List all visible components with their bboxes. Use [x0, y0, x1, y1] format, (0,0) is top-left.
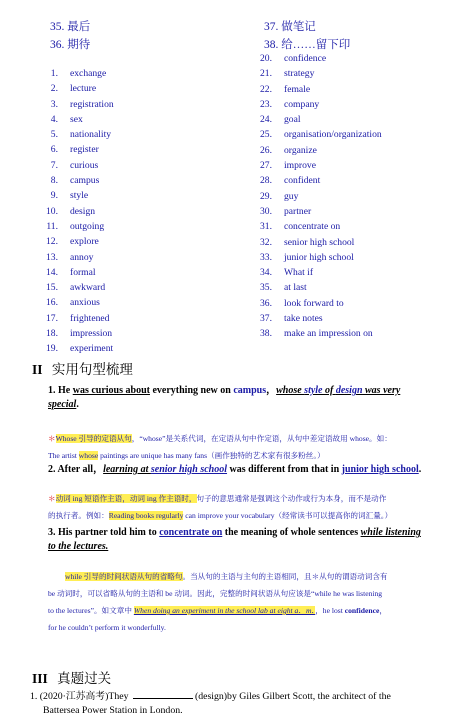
word-text: outgoing [70, 220, 105, 232]
word-number: 30. [260, 205, 272, 217]
left-word-item [38, 265, 114, 280]
word-number: 14. [46, 266, 58, 278]
word-text: experiment [70, 343, 114, 355]
note-2-text: 句子的意思通常是强调这个动作或行为本身，而不是动作 [196, 494, 387, 503]
note-1-example-highlight: whose [78, 451, 99, 460]
word-number: 12. [46, 236, 58, 248]
word-number: 2. [50, 83, 58, 95]
right-word-item [252, 173, 382, 188]
question-1-start: 1. (2020·江苏高考)They [30, 691, 131, 702]
left-word-item [38, 204, 114, 219]
note-1-star: ＊ [48, 434, 56, 443]
word-text: sex [70, 113, 83, 125]
word-text: senior high school [284, 236, 355, 248]
word-number: 23. [260, 98, 272, 110]
word-text: exchange [70, 68, 107, 79]
word-text: registration [70, 98, 114, 110]
note-2 [48, 490, 448, 524]
note-2-example-highlight: Reading books regularly [108, 511, 184, 520]
left-word-list [38, 66, 114, 357]
right-word-item [252, 250, 382, 265]
question-1-line-2: Battersea Power Station in London. [43, 705, 183, 716]
word-text: campus [70, 175, 100, 187]
note-1-example-end: paintings are unique has many fans（画作独特的艺术家有很多粉丝。） [98, 451, 325, 460]
word-number: 3. [50, 98, 58, 110]
s3-part-b: concentrate on [159, 527, 223, 538]
note-3-text-5: for he couldn’t perform it wonderfully. [48, 623, 166, 632]
note-3-example-highlight: When doing an experiment in the school lab at eight a．m． [133, 606, 316, 615]
note-2-example-start: 的执行者。例如： [48, 511, 109, 520]
word-number: 32. [260, 236, 272, 248]
right-word-item [252, 82, 382, 97]
s2-part-f: . [418, 464, 422, 475]
note-3 [48, 568, 448, 636]
word-number: 26. [260, 144, 272, 156]
s3-part-d: while listening [360, 527, 421, 538]
left-word-item [38, 341, 114, 356]
word-number: 17. [46, 312, 58, 324]
word-number: 33. [260, 251, 272, 263]
word-number: 9. [50, 190, 58, 202]
section-3-heading [32, 667, 111, 687]
word-number: 36. [260, 297, 272, 309]
word-text: explore [70, 236, 99, 248]
right-word-item [252, 326, 382, 341]
s1-part-f: whose style of design was very [276, 385, 401, 396]
word-text: guy [284, 190, 299, 202]
word-text: design [70, 205, 96, 217]
right-word-item [252, 189, 382, 204]
right-word-item [252, 296, 382, 311]
word-number: 13. [46, 251, 58, 263]
word-number: 31. [260, 221, 272, 233]
note-1-example-start: The artist [48, 451, 79, 460]
s2-part-c: senior high school [150, 464, 228, 475]
section-2-heading [32, 358, 133, 378]
s1-part-c: everything new on [149, 385, 234, 396]
word-number: 4. [50, 113, 58, 125]
word-number: 7. [50, 159, 58, 171]
right-word-item [252, 158, 382, 173]
word-text: goal [284, 114, 301, 126]
sentence-2 [48, 463, 448, 477]
left-word-item [38, 66, 114, 81]
note-2-highlight: 动词 ing 短语作主语，动词 ing 作主语时， [55, 494, 197, 503]
right-word-item [252, 112, 382, 127]
left-word-item [38, 311, 114, 326]
word-text: make an impression on [284, 328, 373, 340]
section-2-title: 实用句型梳理 [51, 362, 133, 377]
word-number: 28. [260, 175, 272, 187]
word-text: look forward to [284, 297, 344, 309]
s2-part-d: was different from that in [227, 464, 342, 475]
s1-part-a: 1. He [48, 385, 73, 396]
left-word-item [38, 97, 114, 112]
note-3-text-4: ，he lost [315, 606, 345, 615]
word-text: annoy [70, 251, 94, 263]
right-word-item [252, 219, 382, 234]
word-text: awkward [70, 282, 106, 294]
note-3-highlight: while 引导的时间状语从句的省略句 [65, 572, 183, 581]
s3-part-c: the meaning of whole sentences [222, 527, 361, 538]
left-word-item [38, 112, 114, 127]
word-text: organisation/organization [284, 129, 382, 141]
s3-part-a: 3. His partner told him to [48, 527, 160, 538]
word-text: formal [70, 266, 96, 278]
word-text: female [284, 83, 311, 95]
word-text: confidence [284, 53, 327, 64]
word-number: 24. [260, 114, 272, 126]
left-word-item [38, 234, 114, 249]
s1-part-d: campus [233, 385, 267, 396]
word-number: 29. [260, 190, 272, 202]
left-word-item [38, 295, 114, 310]
heading-38: 38. 给……留下印 [264, 39, 351, 51]
word-number: 34. [260, 267, 272, 279]
word-text: strategy [284, 68, 315, 80]
question-1-blank[interactable] [133, 690, 193, 699]
word-text: take notes [284, 313, 323, 325]
heading-35: 35. 最后 [50, 21, 91, 33]
word-number: 11. [46, 220, 58, 232]
left-word-item [38, 280, 114, 295]
right-word-item [252, 265, 382, 280]
word-number: 10. [46, 205, 58, 217]
note-3-comma: ， [379, 606, 387, 615]
s1-part-h: . [76, 399, 79, 410]
heading-37: 37. 做笔记 [264, 21, 316, 33]
word-text: confident [284, 175, 321, 187]
word-text: register [70, 144, 99, 156]
word-number: 16. [46, 297, 58, 309]
word-text: anxious [70, 297, 100, 309]
left-word-item [38, 127, 114, 142]
heading-36: 36. 期待 [50, 39, 91, 51]
left-word-item [38, 188, 114, 203]
section-3-number: III [32, 671, 48, 686]
note-3-text-1: 。当从句的主语与主句的主语相同，且＊从句的谓语动词含有 [182, 572, 388, 581]
word-number: 38. [260, 328, 272, 340]
word-text: at last [284, 282, 307, 294]
note-3-text-3: to the lectures”。如文章中 [48, 606, 134, 615]
word-number: 6. [50, 144, 58, 156]
word-number: 1. [50, 68, 58, 79]
section-2-number: II [32, 362, 43, 377]
sentence-1 [48, 384, 443, 412]
left-word-item [38, 81, 114, 96]
s1-part-e: ， [266, 385, 277, 396]
word-text: company [284, 98, 320, 110]
right-word-item [252, 97, 382, 112]
word-text: impression [70, 328, 113, 340]
s1-part-g: special [48, 399, 77, 410]
note-1 [48, 430, 448, 464]
left-word-item [38, 142, 114, 157]
word-number: 5. [50, 129, 58, 141]
word-text: lecture [70, 83, 97, 95]
right-word-item [252, 143, 382, 158]
s2-part-a: 2. After all， [48, 464, 104, 475]
word-text: partner [284, 205, 312, 217]
left-word-item [38, 173, 114, 188]
word-text: frightened [70, 312, 110, 324]
word-number: 37. [260, 313, 272, 325]
right-word-item [252, 66, 382, 81]
left-word-item [38, 250, 114, 265]
right-word-item [252, 311, 382, 326]
right-word-item [252, 235, 382, 250]
word-text: concentrate on [284, 221, 341, 233]
note-2-star: ＊ [48, 494, 56, 503]
word-text: junior high school [284, 251, 354, 263]
s3-part-e: to the lectures. [48, 541, 109, 552]
right-word-item [252, 51, 382, 66]
question-1 [30, 690, 450, 718]
note-1-text: ，“whose”是关系代词，在定语从句中作定语，从句中差定语故用 whose。如： [131, 434, 392, 443]
word-text: improve [284, 160, 316, 172]
word-number: 20. [260, 53, 272, 64]
word-number: 27. [260, 160, 272, 172]
word-number: 21. [260, 68, 272, 80]
word-number: 15. [46, 282, 58, 294]
question-1-end: (design)by Giles Gilbert Scott, the architect of the [194, 691, 391, 702]
word-number: 18. [46, 328, 58, 340]
right-word-item [252, 127, 382, 142]
note-3-text-2: be 动词时，可以省略从句的主语和 be 动词。因此，完整的时间状语从句应该是“while he was listening [48, 589, 383, 598]
word-number: 19. [46, 343, 58, 355]
word-number: 35. [260, 282, 272, 294]
note-2-example-end: can improve your vocabulary（经常读书可以提高你的词汇量。） [183, 511, 393, 520]
sentence-3 [48, 526, 448, 554]
word-text: What if [284, 267, 314, 279]
note-3-bold-word: confidence [344, 606, 380, 615]
word-text: organize [284, 144, 317, 156]
note-1-highlight: Whose 引导的定语从句 [55, 434, 132, 443]
right-word-item [252, 280, 382, 295]
s2-part-e: junior high school [341, 464, 419, 475]
left-word-item [38, 158, 114, 173]
word-text: style [70, 190, 89, 202]
section-3-title: 真题过关 [57, 671, 112, 686]
right-word-item [252, 204, 382, 219]
s2-part-b: learning at [103, 464, 151, 475]
word-number: 22. [260, 83, 272, 95]
left-word-item [38, 219, 114, 234]
right-word-list [252, 51, 382, 342]
word-number: 25. [260, 129, 272, 141]
word-number: 8. [50, 175, 58, 187]
left-word-item [38, 326, 114, 341]
word-text: curious [70, 159, 99, 171]
s1-part-b: was curious about [72, 385, 150, 396]
word-text: nationality [70, 129, 112, 141]
